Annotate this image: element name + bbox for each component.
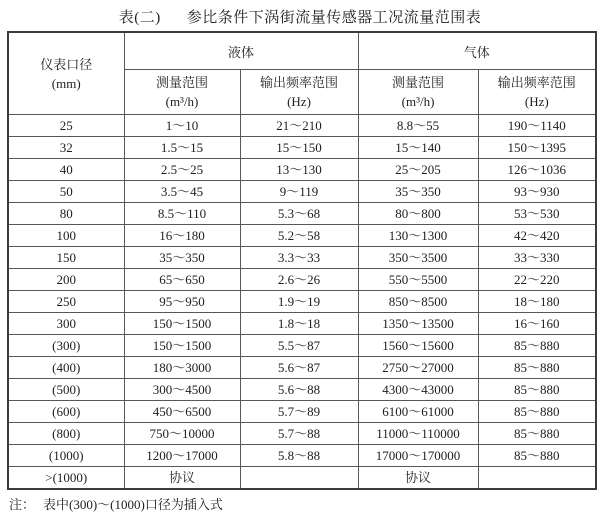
diameter-cell: (400) — [8, 357, 124, 379]
subheader-label: 测量范围 — [155, 75, 208, 90]
value-cell — [478, 467, 596, 490]
value-cell: 450～6500 — [124, 401, 240, 423]
subheader-unit: (m³/h) — [401, 94, 435, 109]
value-cell: 8.5～110 — [124, 203, 240, 225]
value-cell: 750～10000 — [124, 423, 240, 445]
col-header-gas-output-frequency-range — [478, 70, 596, 115]
col-header-liquid-measure-range — [124, 70, 240, 115]
value-cell: 35～350 — [124, 247, 240, 269]
diameter-cell: 80 — [8, 203, 124, 225]
value-cell: 21～210 — [240, 115, 358, 137]
value-cell: 130～1300 — [358, 225, 478, 247]
diameter-cell: (800) — [8, 423, 124, 445]
subheader-label: 输出频率范围 — [497, 75, 576, 90]
value-cell: 15～140 — [358, 137, 478, 159]
value-cell: 1200～17000 — [124, 445, 240, 467]
value-cell: 6100～61000 — [358, 401, 478, 423]
value-cell: 15～150 — [240, 137, 358, 159]
value-cell: 18～180 — [478, 291, 596, 313]
value-cell: 11000～110000 — [358, 423, 478, 445]
subheader-label: 测量范围 — [392, 75, 445, 90]
col-header-diameter — [8, 32, 124, 115]
table-row — [8, 313, 596, 335]
value-cell: 22～220 — [478, 269, 596, 291]
value-cell: 65～650 — [124, 269, 240, 291]
diameter-cell: 250 — [8, 291, 124, 313]
value-cell: 13～130 — [240, 159, 358, 181]
diameter-cell: 150 — [8, 247, 124, 269]
value-cell: 126～1036 — [478, 159, 596, 181]
table-row — [8, 269, 596, 291]
value-cell: 5.5～87 — [240, 335, 358, 357]
value-cell: 93～930 — [478, 181, 596, 203]
value-cell: 85～880 — [478, 445, 596, 467]
value-cell: 95～950 — [124, 291, 240, 313]
value-cell: 5.2～58 — [240, 225, 358, 247]
value-cell: 3.5～45 — [124, 181, 240, 203]
value-cell: 17000～170000 — [358, 445, 478, 467]
value-cell: 35～350 — [358, 181, 478, 203]
value-cell: 16～180 — [124, 225, 240, 247]
col-header-gas-measure-range — [358, 70, 478, 115]
value-cell: 8.8～55 — [358, 115, 478, 137]
value-cell: 9～119 — [240, 181, 358, 203]
table-row — [8, 335, 596, 357]
value-cell: 1560～15600 — [358, 335, 478, 357]
value-cell: 150～1395 — [478, 137, 596, 159]
value-cell: 16～160 — [478, 313, 596, 335]
subheader-unit: (Hz) — [524, 94, 549, 109]
table-row — [8, 291, 596, 313]
table-row — [8, 357, 596, 379]
table-title — [0, 0, 600, 26]
col-header-liquid-output-frequency-range — [240, 70, 358, 115]
value-cell: 85～880 — [478, 335, 596, 357]
value-cell: 180～3000 — [124, 357, 240, 379]
table-row — [8, 445, 596, 467]
value-cell: 85～880 — [478, 401, 596, 423]
table-row — [8, 467, 596, 490]
table-row — [8, 115, 596, 137]
value-cell: 2.6～26 — [240, 269, 358, 291]
subheader-unit: (Hz) — [287, 94, 311, 109]
value-cell: 85～880 — [478, 357, 596, 379]
table-row — [8, 379, 596, 401]
table-number: 表(二) — [118, 10, 161, 26]
table-body — [8, 115, 596, 490]
diameter-unit: (mm) — [51, 75, 81, 91]
value-cell: 协议 — [124, 467, 240, 490]
value-cell: 25～205 — [358, 159, 478, 181]
diameter-cell: 50 — [8, 181, 124, 203]
value-cell: 4300～43000 — [358, 379, 478, 401]
value-cell: 5.6～88 — [240, 379, 358, 401]
value-cell: 3.3～33 — [240, 247, 358, 269]
value-cell: 5.3～68 — [240, 203, 358, 225]
value-cell: 190～1140 — [478, 115, 596, 137]
diameter-cell: 32 — [8, 137, 124, 159]
col-group-gas: 气体 — [358, 32, 596, 70]
diameter-cell: (600) — [8, 401, 124, 423]
diameter-label: 仪表口径 — [40, 56, 93, 72]
value-cell: 850～8500 — [358, 291, 478, 313]
table-caption: 参比条件下涡街流量传感器工况流量范围表 — [186, 10, 482, 26]
value-cell: 300～4500 — [124, 379, 240, 401]
value-cell: 85～880 — [478, 423, 596, 445]
subheader-label: 输出频率范围 — [260, 75, 339, 90]
diameter-cell: 40 — [8, 159, 124, 181]
subheader-unit: (m³/h) — [165, 94, 199, 109]
value-cell: 42～420 — [478, 225, 596, 247]
diameter-cell: 25 — [8, 115, 124, 137]
note-text: 表中(300)～(1000)口径为插入式 — [43, 497, 223, 512]
note-prefix: 注： — [9, 497, 36, 512]
diameter-cell: (500) — [8, 379, 124, 401]
diameter-cell: (300) — [8, 335, 124, 357]
value-cell: 150～1500 — [124, 313, 240, 335]
diameter-cell: 100 — [8, 225, 124, 247]
table-row — [8, 159, 596, 181]
value-cell: 2750～27000 — [358, 357, 478, 379]
diameter-cell: >(1000) — [8, 467, 124, 490]
flow-range-table — [7, 31, 597, 490]
value-cell: 1.9～19 — [240, 291, 358, 313]
table-row — [8, 423, 596, 445]
value-cell: 1.8～18 — [240, 313, 358, 335]
diameter-cell: 200 — [8, 269, 124, 291]
value-cell: 5.7～88 — [240, 423, 358, 445]
table-row — [8, 401, 596, 423]
value-cell: 2.5～25 — [124, 159, 240, 181]
value-cell: 550～5500 — [358, 269, 478, 291]
col-group-liquid: 液体 — [124, 32, 358, 70]
table-row — [8, 225, 596, 247]
table-row — [8, 181, 596, 203]
table-row — [8, 203, 596, 225]
value-cell: 85～880 — [478, 379, 596, 401]
table-note — [9, 494, 600, 513]
value-cell: 1.5～15 — [124, 137, 240, 159]
value-cell: 53～530 — [478, 203, 596, 225]
value-cell: 33～330 — [478, 247, 596, 269]
value-cell: 80～800 — [358, 203, 478, 225]
diameter-cell: (1000) — [8, 445, 124, 467]
value-cell: 1～10 — [124, 115, 240, 137]
value-cell: 5.6～87 — [240, 357, 358, 379]
header-group-row — [8, 32, 596, 70]
value-cell: 350～3500 — [358, 247, 478, 269]
value-cell: 5.8～88 — [240, 445, 358, 467]
value-cell: 150～1500 — [124, 335, 240, 357]
table-row — [8, 137, 596, 159]
value-cell: 协议 — [358, 467, 478, 490]
value-cell: 5.7～89 — [240, 401, 358, 423]
value-cell — [240, 467, 358, 490]
diameter-cell: 300 — [8, 313, 124, 335]
table-row — [8, 247, 596, 269]
value-cell: 1350～13500 — [358, 313, 478, 335]
